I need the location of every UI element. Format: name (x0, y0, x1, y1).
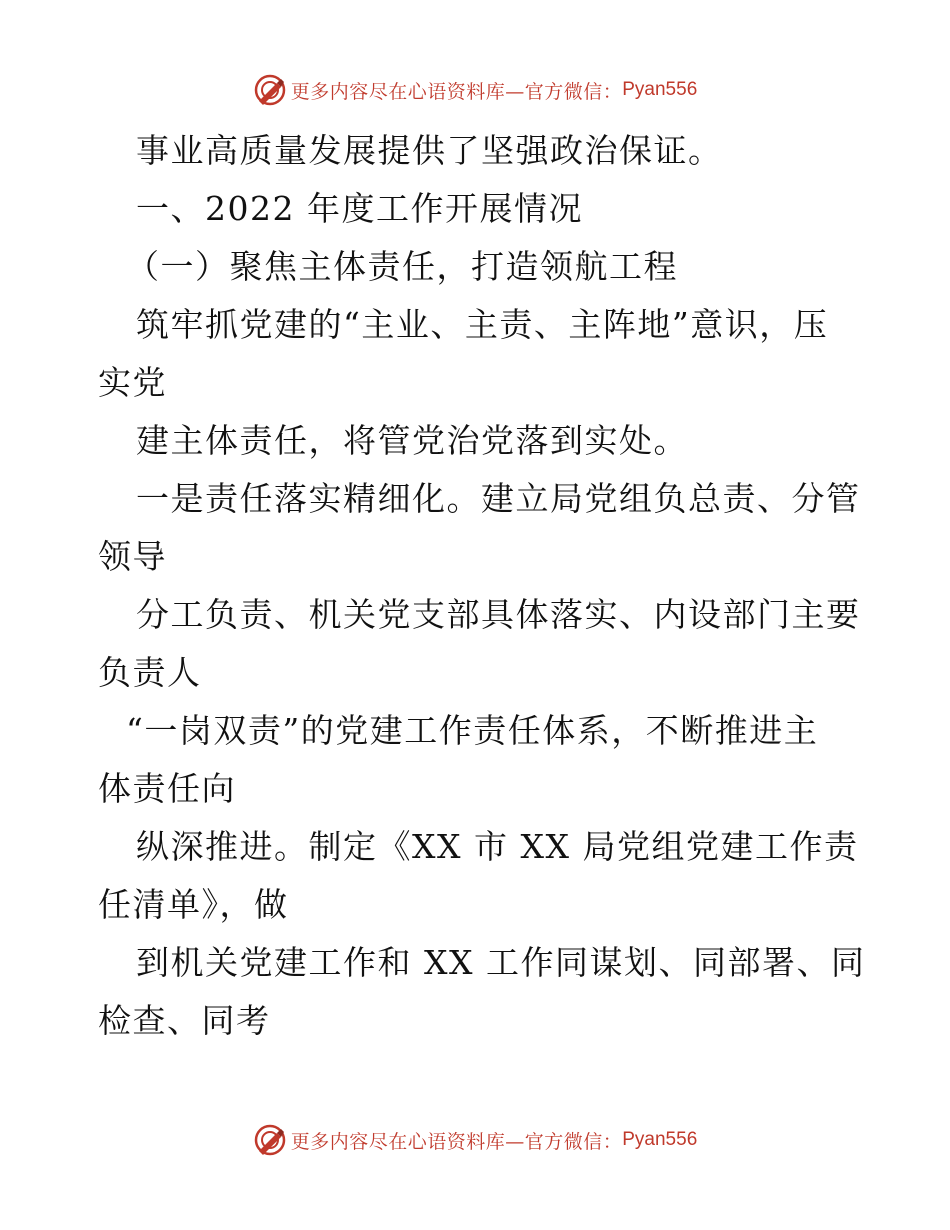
section-heading: 一、2022 年度工作开展情况 (136, 189, 583, 228)
paragraph-line: 到机关党建工作和 XX 工作同谋划、同部署、同 (136, 943, 866, 982)
paragraph-line: 纵深推进。制定《XX 市 XX 局党组党建工作责 (136, 827, 859, 866)
pen-logo-icon (253, 73, 287, 107)
paragraph-line: 领导 (98, 537, 167, 576)
paragraph-line: 体责任向 (98, 769, 236, 808)
paragraph-line: 分工负责、机关党支部具体落实、内设部门主要 (136, 595, 861, 634)
paragraph-line: 事业高质量发展提供了坚强政治保证。 (136, 131, 723, 170)
paragraph-line: 建主体责任，将管党治党落到实处。 (136, 421, 688, 460)
watermark-wechat-id: Pyan556 (622, 1129, 698, 1150)
paragraph-line: 筑牢抓党建的“主业、主责、主阵地”意识，压 (136, 305, 829, 344)
watermark-text: 更多内容尽在心语资料库—官方微信： (290, 1130, 623, 1153)
paragraph-line: 任清单》，做 (98, 885, 289, 924)
paragraph-line: 负责人 (98, 653, 202, 692)
paragraph-line: “一岗双责”的党建工作责任体系，不断推进主 (126, 711, 819, 750)
footer-watermark (0, 1120, 950, 1160)
pen-logo-icon (253, 1123, 287, 1157)
watermark-text: 更多内容尽在心语资料库—官方微信： (290, 80, 623, 103)
paragraph-line: 实党 (98, 363, 167, 402)
document-body (98, 122, 866, 1050)
watermark-wechat-id: Pyan556 (622, 79, 698, 100)
paragraph-line: 一是责任落实精细化。建立局党组负总责、分管 (136, 479, 861, 518)
header-watermark (0, 70, 950, 110)
paragraph-line: 检查、同考 (98, 1001, 271, 1040)
subsection-heading: （一）聚焦主体责任，打造领航工程 (126, 247, 678, 286)
